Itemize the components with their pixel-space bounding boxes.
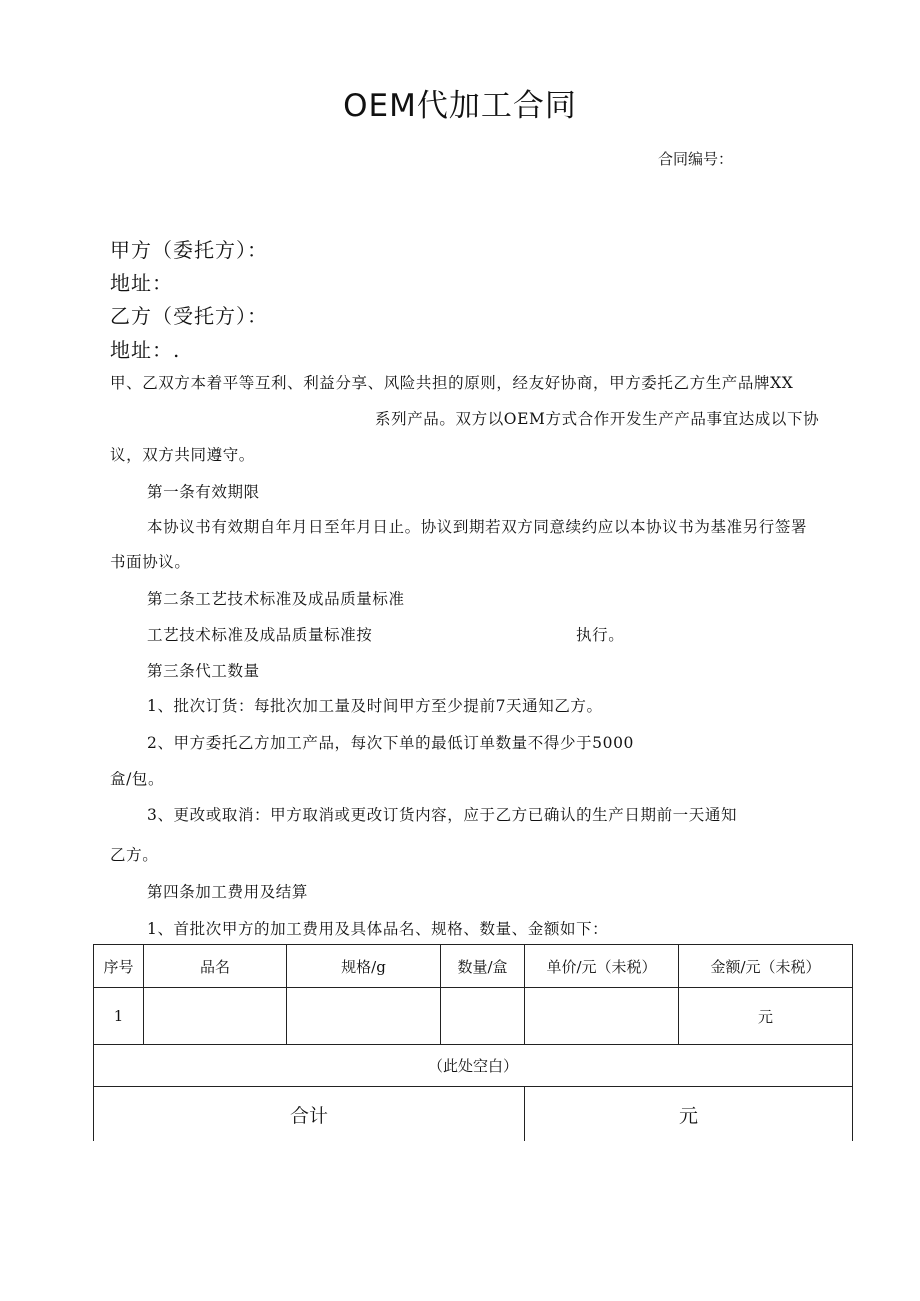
table-header-row	[94, 945, 853, 988]
article-2-heading: 第二条工艺技术标准及成品质量标准	[147, 590, 405, 608]
party-a-address-label: 地址：	[110, 271, 173, 295]
contract-number-label: 合同编号：	[658, 150, 734, 168]
party-b-label: 乙方（受托方）：	[110, 304, 268, 328]
article-1-line-2: 书面协议。	[110, 553, 191, 571]
cell-name	[144, 988, 287, 1045]
header-cell-unit-price: 单价/元（未税）	[525, 945, 679, 988]
total-row	[94, 1087, 853, 1142]
blank-note-cell: （此处空白）	[94, 1045, 853, 1087]
header-cell-amount: 金额/元（未税）	[679, 945, 853, 988]
fee-table	[93, 944, 853, 1141]
article-3-heading: 第三条代工数量	[147, 662, 260, 680]
header-cell-qty: 数量/盒	[441, 945, 525, 988]
article-1-heading: 第一条有效期限	[147, 483, 260, 501]
header-cell-spec: 规格/g	[287, 945, 441, 988]
cell-qty	[441, 988, 525, 1045]
article-3-item-1: 1、批次订货：每批次加工量及时间甲方至少提前7天通知乙方。	[147, 697, 603, 715]
article-4-heading: 第四条加工费用及结算	[147, 883, 309, 901]
article-2-text-b: 执行。	[576, 626, 625, 644]
total-value-cell: 元	[525, 1087, 853, 1142]
intro-line-2: 系列产品。双方以OEM方式合作开发生产产品事宜达成以下协	[375, 410, 820, 428]
header-cell-name: 品名	[144, 945, 287, 988]
party-b-address-label: 地址：.	[110, 338, 181, 362]
article-3-item-3-line-2: 乙方。	[110, 846, 159, 864]
cell-amount: 元	[679, 988, 853, 1045]
intro-line-1: 甲、乙双方本着平等互利、利益分享、风险共担的原则，经友好协商，甲方委托乙方生产品牌XX	[110, 374, 794, 392]
intro-line-3: 议，双方共同遵守。	[110, 446, 255, 464]
cell-no: 1	[94, 988, 144, 1045]
article-1-line-1: 本协议书有效期自年月日至年月日止。协议到期若双方同意续约应以本协议书为基准另行签署	[147, 518, 808, 536]
article-3-item-3-line-1: 3、更改或取消：甲方取消或更改订货内容，应于乙方已确认的生产日期前一天通知	[147, 806, 738, 824]
party-a-label: 甲方（委托方）：	[110, 238, 268, 262]
document-title: OEM代加工合同	[343, 88, 577, 124]
total-label-cell: 合计	[94, 1087, 525, 1142]
cell-spec	[287, 988, 441, 1045]
article-2-text-a: 工艺技术标准及成品质量标准按	[147, 626, 373, 644]
table-row	[94, 988, 853, 1045]
blank-note-row	[94, 1045, 853, 1087]
header-cell-no: 序号	[94, 945, 144, 988]
cell-unit-price	[525, 988, 679, 1045]
article-4-item-1: 1、首批次甲方的加工费用及具体品名、规格、数量、金额如下：	[147, 920, 609, 938]
article-3-item-2-line-2: 盒/包。	[110, 770, 165, 788]
article-3-item-2-line-1: 2、甲方委托乙方加工产品，每次下单的最低订单数量不得少于5000	[147, 734, 635, 752]
